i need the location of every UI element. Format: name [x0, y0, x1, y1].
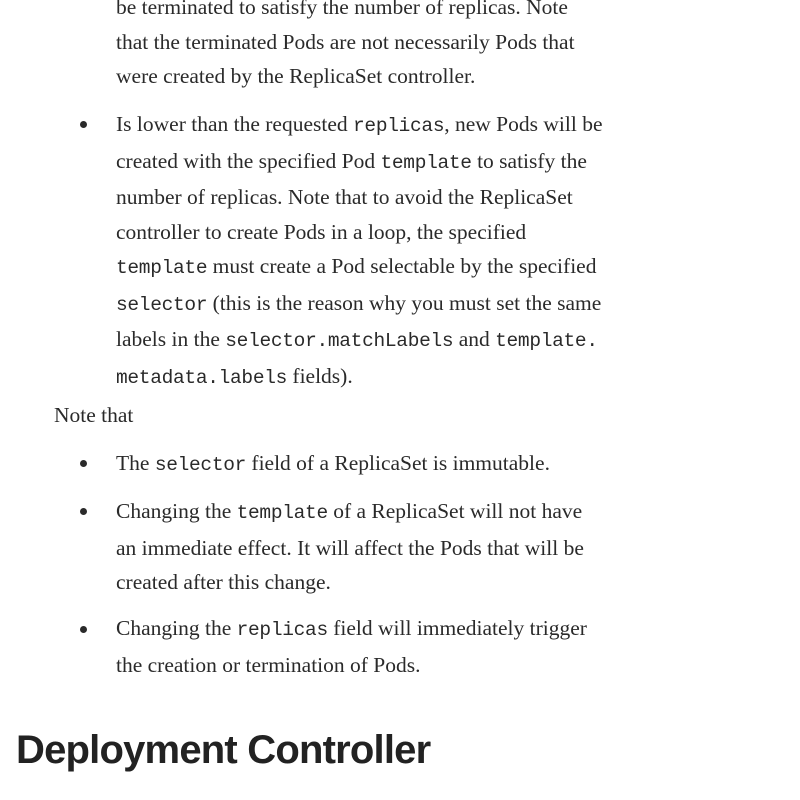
bullet-lower-than-requested	[116, 107, 686, 395]
code-template-prefix: template.	[495, 330, 598, 352]
bullet-changing-template	[116, 494, 686, 600]
note-that-label: Note that	[54, 403, 134, 427]
code-metadata-labels: metadata.labels	[116, 366, 288, 389]
text-run: of a ReplicaSet will not have	[327, 499, 583, 523]
bullet-changing-replicas	[116, 611, 686, 682]
text-line	[116, 611, 686, 648]
text-run: field will immediately trigger	[327, 616, 587, 640]
text-run: Is lower than the requested	[116, 112, 354, 136]
text-line: were created by the ReplicaSet controller.	[116, 64, 476, 88]
code-selector: selector	[116, 293, 208, 316]
code-selector: selector	[154, 454, 247, 476]
text-run: created with the specified Pod	[116, 148, 381, 173]
bullet-dot-icon	[80, 626, 87, 633]
text-line	[116, 322, 686, 359]
text-run: and	[453, 327, 496, 351]
bullet-selector-immutable	[116, 446, 686, 483]
text-run: (this is the reason why you must set the same	[207, 290, 602, 315]
text-run: , new Pods will be	[444, 112, 603, 136]
bullet-dot-icon	[80, 460, 87, 467]
text-line: controller to create Pods in a loop, the specified	[116, 219, 527, 244]
text-line	[116, 249, 686, 286]
bullet-dot-icon	[80, 508, 87, 515]
text-line: an immediate effect. It will affect the Pods that will be	[116, 535, 584, 560]
text-line: that the terminated Pods are not necessarily Pods that	[116, 29, 575, 54]
bullet-continuation	[116, 0, 686, 94]
text-run: to satisfy the	[471, 148, 587, 173]
text-run: must create a Pod selectable by the specified	[207, 254, 597, 278]
bullet-dot-icon	[80, 121, 87, 128]
text-line	[116, 144, 686, 181]
text-run: fields).	[287, 363, 353, 388]
text-run: labels in the	[116, 327, 226, 351]
text-line	[116, 446, 686, 483]
code-template: template	[236, 502, 328, 524]
text-line: created after this change.	[116, 570, 331, 594]
text-line: the creation or termination of Pods.	[116, 652, 421, 677]
text-run: The	[116, 451, 155, 475]
text-line	[116, 286, 686, 323]
text-line	[116, 494, 686, 531]
code-replicas: replicas	[236, 619, 328, 641]
code-replicas: replicas	[353, 115, 445, 137]
code-selector-matchlabels: selector.matchLabels	[225, 330, 454, 352]
section-heading: Deployment Controller	[16, 728, 431, 772]
text-line	[116, 359, 686, 396]
text-line: number of replicas. Note that to avoid the ReplicaSet	[116, 185, 573, 209]
text-line	[116, 107, 686, 144]
code-template: template	[380, 151, 472, 174]
text-run: field of a ReplicaSet is immutable.	[246, 451, 550, 475]
text-run: Changing the	[116, 616, 237, 640]
text-run: Changing the	[116, 499, 237, 523]
code-template: template	[116, 257, 208, 279]
text-line: be terminated to satisfy the number of replicas. Note	[116, 0, 568, 19]
